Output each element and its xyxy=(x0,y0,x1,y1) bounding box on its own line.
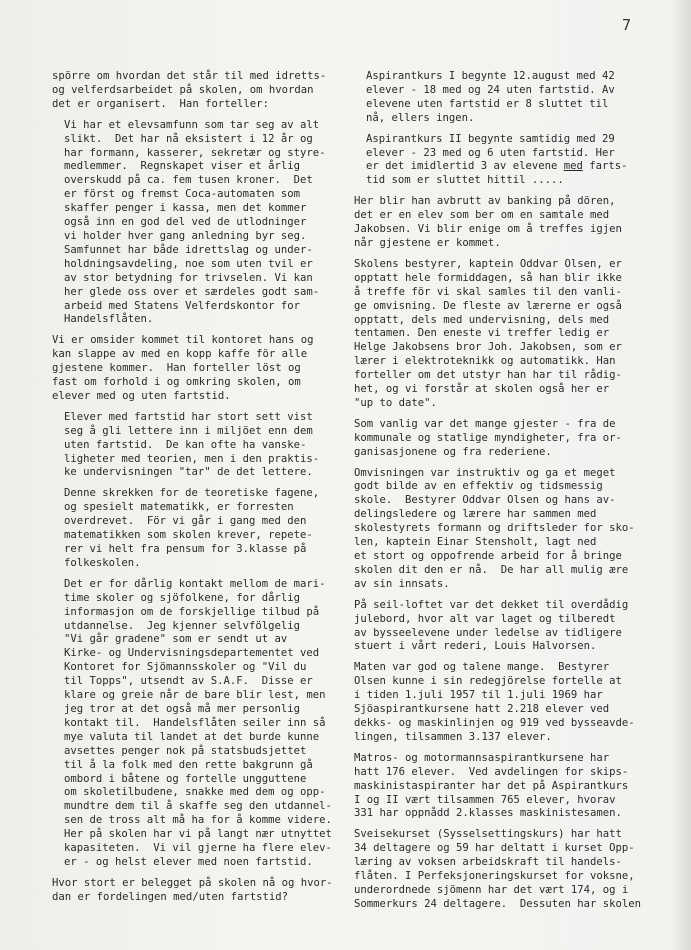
paragraph: Skolens bestyrer, kaptein Oddvar Olsen, er opptatt hele formiddagen, så han blir ikke å treffe för vi skal samles til den vanli- ge omvisning. De fleste av lærerne er også opptatt, dels med undervisning, dels med tentamen. Den eneste vi treffer ledig er Helge Jakobsens bror Joh. Jakobsen, som er lærer i elektroteknikk og automatikk. Han forteller om det utstyr han har til rådig- het, og vi forstår at skolen også her er "up to date". xyxy=(354,257,622,409)
page-edge-shadow xyxy=(669,0,691,950)
text-span: farts- tid som er sluttet hittil ..... xyxy=(366,160,628,187)
quoted-paragraph: Aspirantkurs I begynte 12.august med 42 elever - 18 med og 24 uten fartstid. Av elevene uten fartstid er 8 sluttet til nå, ellers ingen. xyxy=(366,70,615,124)
quoted-paragraph: Vi har et elevsamfunn som tar seg av alt slikt. Det har nå eksistert i 12 år og har formann, kasserer, sekretær og styre- medlemmer. Regnskapet viser et årlig overskudd på ca. fem tusen kroner. Det er först og fremst Coca-automaten som skaffer penger i kassa, men det kommer også inn en god del ved de utlodninger vi holder hver gang anledning byr seg. Samfunnet har både idrettslag og under- holdningsavdeling, noe som uten tvil er av stor betydning for trivselen. Vi kan her glede oss over et særdeles godt sam- arbeid med Statens Velferdskontor for Handelsflåten. xyxy=(64,118,326,326)
paragraph: Som vanlig var det mange gjester - fra de kommunale og statlige myndigheter, fra or- ganisasjonene og fra rederiene. xyxy=(354,417,622,458)
left-column xyxy=(52,70,342,912)
paragraph: Maten var god og talene mange. Bestyrer Olsen kunne i sin redegjörelse fortelle at i tiden 1.juli 1957 til 1.juli 1969 har Sjöaspirantkursene hatt 2.218 elever ved dekks- og maskinlinjen og 919 ved bysseavde- lingen, tilsammen 3.137 elever. xyxy=(354,661,635,743)
question-paragraph: Hvor stort er belegget på skolen nå og hvor- dan er fordelingen med/uten fartstid? xyxy=(52,876,333,903)
paragraph: Vi er omsider kommet til kontoret hans og kan slappe av med en kopp kaffe för alle gjestene kommer. Han forteller löst og fast om forhold i og omkring skolen, om elever med og uten fartstid. xyxy=(52,334,314,402)
page-number: 7 xyxy=(622,16,632,34)
underlined-word: med xyxy=(563,160,583,173)
right-column xyxy=(354,70,654,919)
paragraph: Matros- og motormannsaspirantkursene har hatt 176 elever. Ved avdelingen for skips- maskinistaspiranter har det på Aspirantkurs I og II vært tilsammen 765 elever, hvorav 331 har oppnådd 2.klasses maskinistesamen. xyxy=(354,751,629,820)
text-span: Aspirantkurs II begynte samtidig med 29 elever - 23 med og 6 uten fartstid. Her er det imidlertid 3 av elevene xyxy=(366,132,615,173)
quoted-paragraph: Elever med fartstid har stort sett vist seg å gli lettere inn i miljöet enn dem uten fartstid. De kan ofte ha vanske- ligheter med teorien, men i den praktis- ke undervisningen "tar" de det lettere. xyxy=(64,410,320,479)
paragraph: Omvisningen var instruktiv og ga et meget godt bilde av en effektiv og tidsmessig skole. Bestyrer Oddvar Olsen og hans av- delingsledere og lærere har sammen med skolestyrets formann og driftsleder for sko- len, kaptein Einar Stensholt, lagt ned et stort og oppofrende arbeid for å bringe skolen dit den er nå. De har all mulig ære av sin innsats. xyxy=(354,466,635,590)
paragraph: Her blir han avbrutt av banking på dören, det er en elev som ber om en samtale med Jakobsen. Vi blir enige om å treffes igjen når gjestene er kommet. xyxy=(354,195,622,249)
quoted-paragraph: Denne skrekken for de teoretiske fagene, og spesielt matematikk, er forresten overdrevet. För vi går i gang med den matematikken som skolen krever, repete- rer vi helt fra pensum for 3.klasse på folkeskolen. xyxy=(64,487,320,569)
quoted-paragraph: Det er for dårlig kontakt mellom de mari- time skoler og sjöfolkene, for dårlig informasjon om de forskjellige tilbud på utdannelse. Jeg kjenner selvfölgelig "Vi går gradene" som er sendt ut av Kirke- og Undervisningsdepartementet ved Kontoret for Sjömannsskoler og "Vil du til Topps", utsendt av S.A.F. Disse er klare og greie når de bare blir lest, men jeg tror at det også må mer personlig kontakt til. Handelsflåten seiler inn så mye valuta til landet at det burde kunne avsettes penger nok på statsbudsjettet til å la folk med den rette bakgrunn gå ombord i båtene og fortelle ungguttene om skoletilbudene, snakke med dem og opp- mundtre dem til å skaffe seg den utdannel- sen de tross alt må ha for å komme videre. Her på skolen har vi på langt nær utnyttet kapasiteten. Vi vil gjerne ha flere elev- er - og helst elever med noen fartstid. xyxy=(64,577,332,868)
paragraph: spörre om hvordan det står til med idretts- og velferdsarbeidet på skolen, om hvordan det er organisert. Han forteller: xyxy=(52,70,327,110)
quoted-paragraph xyxy=(366,133,654,189)
paragraph: På seil-loftet var det dekket til overdådig julebord, hvor alt var laget og tilberedt av bysseelevene under ledelse av tidligere stuert i vårt rederi, Louis Halvorsen. xyxy=(354,598,629,653)
paragraph: Sveisekurset (Sysselsettingskurs) har hatt 34 deltagere og 59 har deltatt i kurset Opp- læring av voksen arbeidskraft til handels- flåten. I Perfeksjoneringskurset for voksne, underordnede sjömenn har det vært 174, og i Sommerkurs 24 deltagere. Dessuten har skolen xyxy=(354,828,642,910)
